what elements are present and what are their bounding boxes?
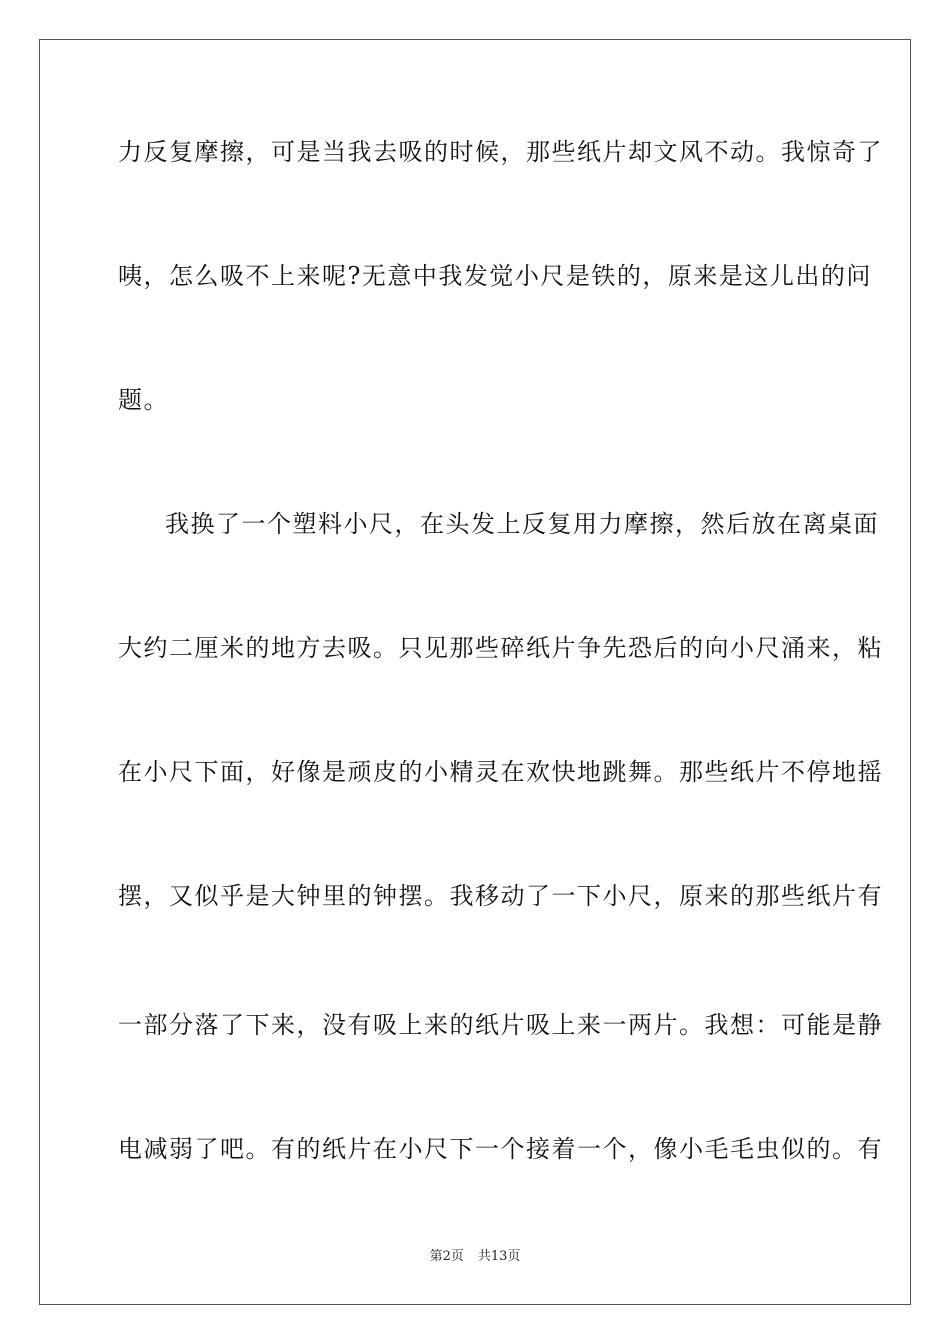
text-line-9: 电减弱了吧。有的纸片在小尺下一个接着一个，像小毛毛虫似的。有 — [118, 1135, 883, 1163]
text-line-1: 力反复摩擦，可是当我去吸的时候，那些纸片却文风不动。我惊奇了 — [118, 138, 883, 166]
page-total: 共13页 — [477, 1249, 521, 1264]
text-line-2: 咦，怎么吸不上来呢?无意中我发觉小尺是铁的，原来是这儿出的问 — [118, 262, 872, 290]
page-footer — [0, 1248, 950, 1266]
page-border — [39, 39, 911, 1305]
text-line-3: 题。 — [118, 386, 169, 414]
text-line-5: 大约二厘米的地方去吸。只见那些碎纸片争先恐后的向小尺涌来，粘 — [118, 634, 883, 662]
text-line-7: 摆，又似乎是大钟里的钟摆。我移动了一下小尺，原来的那些纸片有 — [118, 882, 883, 910]
text-line-8: 一部分落了下来，没有吸上来的纸片吸上来一两片。我想：可能是静 — [118, 1011, 883, 1039]
text-line-6: 在小尺下面，好像是顽皮的小精灵在欢快地跳舞。那些纸片不停地摇 — [118, 758, 883, 786]
page-number: 第2页 — [429, 1249, 464, 1264]
paragraph-start-line: 我换了一个塑料小尺，在头发上反复用力摩擦，然后放在离桌面 — [165, 510, 879, 538]
